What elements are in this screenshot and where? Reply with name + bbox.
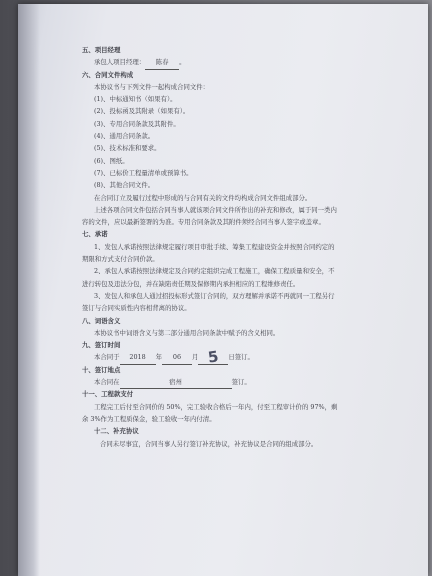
promise-1-cont: 期限和方式支付合同价款。 [82, 255, 159, 264]
promise-2-cont: 进行转包及违法分包，并在缺陷责任期及保修期内承担相应的工程维修责任。 [82, 279, 300, 288]
section-5-title: 五、项目经理 [82, 46, 121, 54]
contract-document-item: (3)、专用合同条款及其附件。 [94, 119, 180, 128]
date-month-unit: 月 [191, 353, 199, 362]
section-6-paragraph-2-cont: 容的文件，应以最新签署的为准。专用合同条款及其附件须经合同当事人签字或盖章。 [82, 218, 325, 227]
date-prefix: 本合同于 [94, 353, 120, 362]
section-11-title: 十一、工程款支付 [82, 390, 134, 399]
date-year-unit: 年 [155, 353, 162, 362]
contract-text [82, 44, 400, 450]
signing-date-line [82, 347, 400, 368]
date-day-handwritten [198, 347, 228, 368]
pm-suffix: 。 [179, 58, 186, 67]
section-7-title: 七、承诺 [82, 230, 108, 239]
section-8-text: 本协议书中词语含义与第二部分通用合同条款中赋予的含义相同。 [94, 328, 280, 337]
contract-document-item: (6)、图纸。 [94, 156, 129, 165]
document-page [18, 4, 428, 576]
page-binding-edge [18, 4, 40, 576]
section-6-title: 六、合同文件构成 [82, 70, 134, 79]
payment-text: 工程完工后付至合同价的 50%，完工验收合格后一年内，付至工程审计价的 97%，剩 [94, 402, 338, 411]
date-day-unit: 日签订。 [228, 353, 254, 362]
promise-3-cont: 签订与合同实质性内容相背离的协议。 [82, 304, 191, 313]
section-6-paragraph-1: 在合同订立及履行过程中形成的与合同有关的文件均构成合同文件组成部分。 [94, 193, 312, 202]
project-manager-line [82, 56, 400, 68]
place-prefix: 本合同在 [94, 378, 120, 387]
pm-label: 承包人项目经理： [94, 58, 146, 67]
contract-document-item: (4)、通用合同条款。 [94, 132, 155, 141]
place-suffix: 签订。 [231, 378, 251, 387]
section-12-title: 十二、补充协议 [94, 427, 139, 436]
section-10-title: 十、签订地点 [82, 365, 121, 374]
contract-document-item: (7)、已标价工程量清单或预算书。 [94, 168, 193, 177]
payment-text-cont: 余 3%作为工程质保金，验工验收一年内付清。 [82, 414, 216, 423]
promise-1: 1、发包人承诺按照法律规定履行项目审批手续、筹集工程建设资金并按照合同约定的 [94, 242, 335, 251]
handwritten-day: 5 [206, 347, 220, 368]
contract-document-item: (8)、其他合同文件。 [94, 181, 155, 190]
contract-document-item: (1)、中标通知书（如果有）。 [94, 95, 177, 104]
pm-name: 陈春 [145, 56, 179, 69]
signing-place-line [82, 376, 400, 388]
section-6-paragraph-2: 上述各项合同文件包括合同当事人就该项合同文件所作出的补充和修改，属于同一类内 [94, 205, 337, 214]
section-8-title: 八、词语含义 [82, 316, 121, 325]
contract-document-item: (5)、技术标准和要求。 [94, 144, 161, 153]
promise-3: 3、发包人和承包人通过招投标形式签订合同的，双方理解并承诺不再就同一工程另行 [94, 291, 335, 300]
section-6-intro: 本协议书与下列文件一起构成合同文件： [94, 82, 210, 91]
place-name: 宿州 [120, 376, 232, 389]
date-year: 2018 [120, 351, 156, 364]
contract-document-item: (2)、投标函及其附录（如果有）。 [94, 107, 190, 116]
section-12-text: 合同未尽事宜，合同当事人另行签订补充协议，补充协议是合同的组成部分。 [100, 439, 318, 448]
date-month: 06 [162, 351, 192, 364]
promise-2: 2、承包人承诺按照法律规定及合同约定组织完成工程施工，确保工程质量和安全，不 [94, 267, 335, 276]
section-9-title: 九、签订时间 [82, 341, 121, 350]
